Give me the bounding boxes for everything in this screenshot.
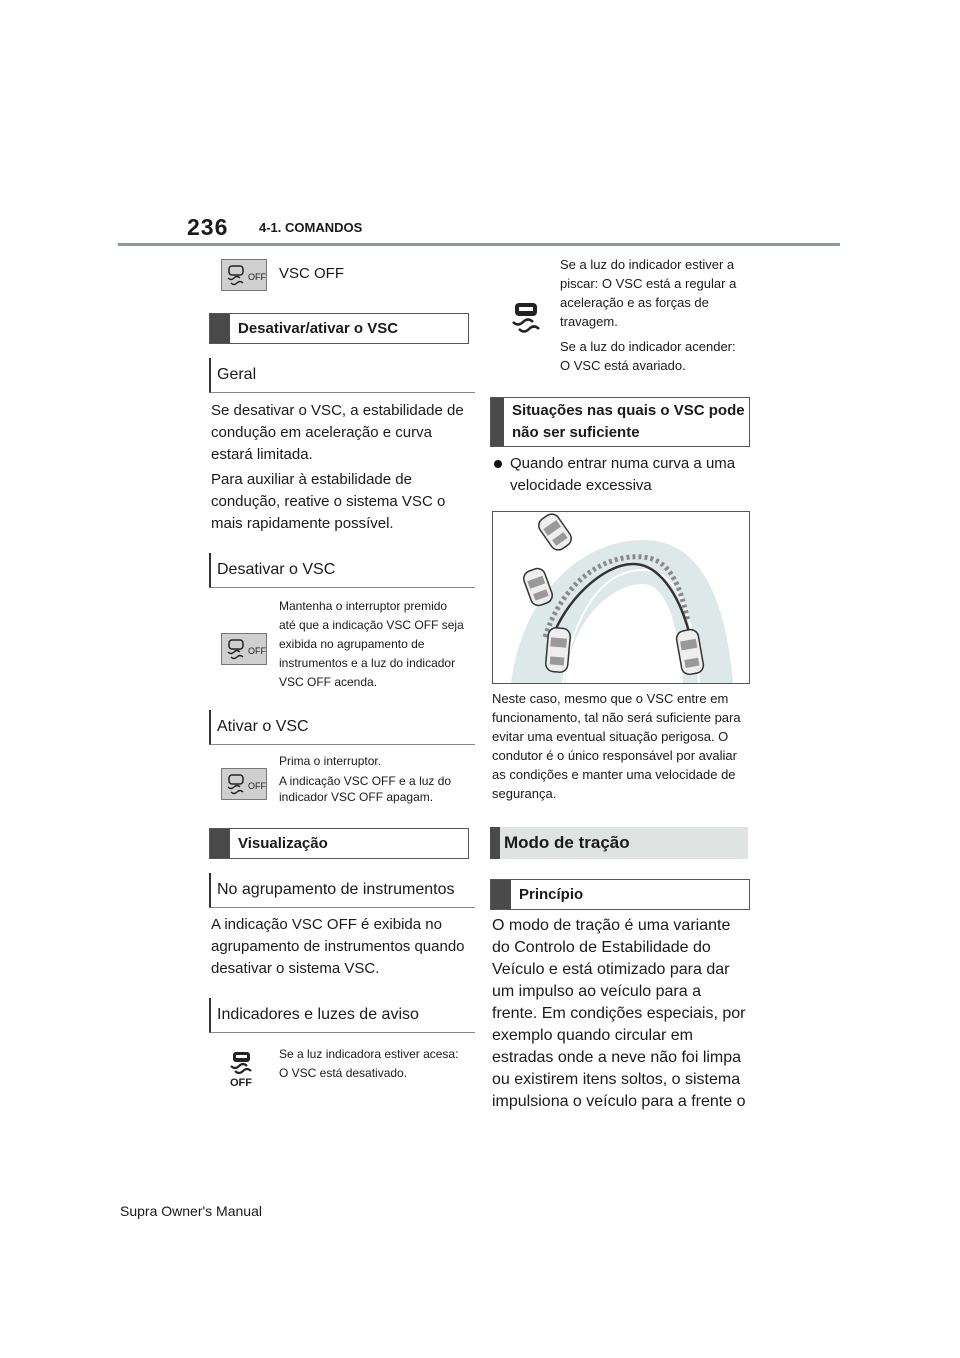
heading-tab: [210, 314, 230, 343]
bullet-dot: [494, 460, 502, 468]
curve-illustration: [492, 511, 750, 684]
heading-text: Princípio: [519, 885, 584, 903]
indicator-flash-text: Se a luz do indicador estiver a piscar: O VSC está a regular a aceleração e as forças de travagem.: [560, 257, 737, 329]
heading-instrument-cluster: No agrupamento de instrumentos: [209, 873, 475, 908]
indicator-text: Se a luz indicadora estiver acesa: O VSC está desativado.: [279, 1047, 459, 1080]
svg-text:OFF: OFF: [248, 781, 266, 791]
heading-text: Visualização: [238, 834, 328, 852]
activate-text-1: Prima o interruptor.: [279, 754, 382, 768]
heading-tab: [490, 827, 500, 859]
heading-tab: [210, 829, 230, 858]
traction-text: O modo de tração é uma variante do Controlo de Estabilidade do Veículo e está otimizado para dar um impulso ao veículo para a frente. Em condições especiais, por exemplo quando circular em estradas onde a neve não foi limpa ou existirem itens soltos, o sistema impulsiona o veículo para a frente o: [492, 917, 746, 1110]
activate-text-2: A indicação VSC OFF e a luz do indicador VSC OFF apagam.: [279, 774, 452, 804]
heading-traction-mode: [490, 827, 748, 859]
vsc-indicator-icon: [510, 301, 542, 337]
header-rule: [118, 243, 840, 246]
heading-display: [209, 828, 469, 859]
page-number: 236: [187, 214, 229, 240]
heading-tab: [491, 880, 511, 909]
vsc-off-button-icon: [221, 768, 267, 800]
heading-text: Modo de tração: [504, 833, 630, 852]
indicator-lit-text: Se a luz do indicador acender: O VSC está avariado.: [560, 339, 736, 373]
heading-deactivate-activate-vsc: [209, 313, 469, 344]
heading-tab: [491, 398, 504, 446]
case-text: Neste caso, mesmo que o VSC entre em funcionamento, tal não será suficiente para evitar uma eventual situação perigosa. O condutor é o único responsável por avaliar as condições e manter uma velocidade de segurança.: [492, 691, 741, 801]
vsc-off-button-icon: [221, 633, 267, 665]
off-label: OFF: [230, 1077, 252, 1088]
heading-activate-vsc: Ativar o VSC: [209, 710, 475, 745]
general-text-2: Para auxiliar à estabilidade de condução, reative o sistema VSC o mais rapidamente possível.: [211, 471, 446, 532]
chapter-title: 4-1. COMANDOS: [259, 220, 363, 235]
heading-general: Geral: [209, 358, 475, 393]
vsc-off-label: VSC OFF: [279, 265, 345, 282]
general-text: Se desativar o VSC, a estabilidade de condução em aceleração e curva estará limitada.: [211, 402, 464, 463]
heading-situations: [490, 397, 750, 447]
heading-principle: [490, 879, 750, 910]
heading-text: Situações nas quais o VSC pode não ser suficiente: [512, 402, 745, 441]
heading-text: Desativar/ativar o VSC: [238, 319, 399, 337]
svg-text:OFF: OFF: [248, 272, 266, 282]
cluster-text: A indicação VSC OFF é exibida no agrupamento de instrumentos quando desativar o sistema VSC.: [211, 916, 465, 977]
heading-indicators: Indicadores e luzes de aviso: [209, 998, 475, 1033]
svg-text:OFF: OFF: [248, 646, 266, 656]
heading-deactivate-vsc: Desativar o VSC: [209, 553, 475, 588]
vsc-off-button-icon: [221, 259, 267, 291]
vsc-off-indicator-icon: [229, 1050, 255, 1088]
bullet-item: [494, 453, 744, 497]
manual-title: Supra Owner's Manual: [120, 1203, 262, 1219]
deactivate-text: Mantenha o interruptor premido até que a indicação VSC OFF seja exibida no agrupamento de instrumentos e a luz do indicador VSC OFF acenda.: [279, 599, 464, 689]
bullet-text: Quando entrar numa curva a uma velocidade excessiva: [510, 455, 736, 494]
